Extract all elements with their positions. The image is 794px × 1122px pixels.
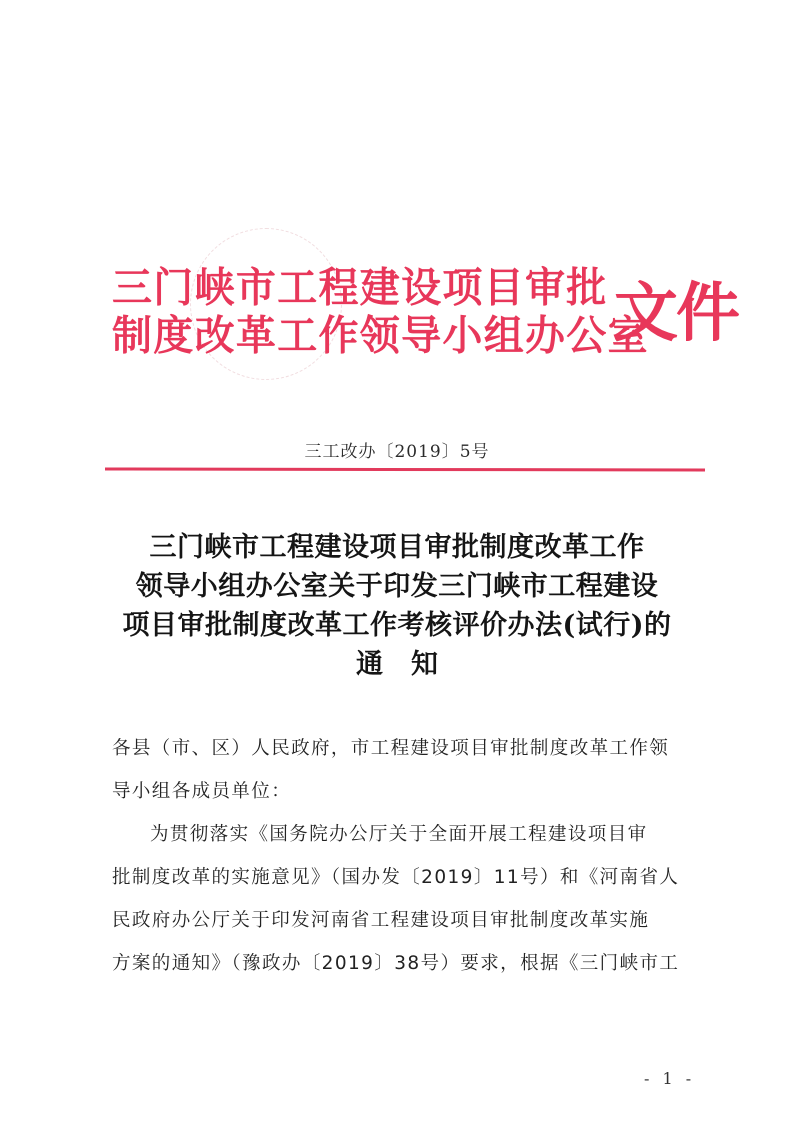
- body-text: [112, 727, 692, 985]
- body-line-paragraph-1: 为贯彻落实《国务院办公厅关于全面开展工程建设项目审: [150, 824, 648, 845]
- header-issuer: [112, 264, 649, 360]
- title-line-1: 三门峡市工程建设项目审批制度改革工作: [149, 532, 645, 563]
- header-line-1: 三门峡市工程建设项目审批: [112, 264, 608, 312]
- body-line-addressee-1: 各县（市、区）人民政府，市工程建设项目审批制度改革工作领: [112, 738, 670, 759]
- document-number: 三工改办〔2019〕5号: [304, 442, 490, 462]
- header-suffix-wenjian: 文件: [614, 277, 738, 351]
- body-line-addressee-2: 导小组各成员单位：: [112, 781, 292, 802]
- page-number: - 1 -: [644, 1069, 696, 1088]
- title-line-4: 通知: [356, 649, 466, 680]
- body-line-paragraph-2: 批制度改革的实施意见》（国办发〔2019〕11号）和《河南省人: [112, 867, 680, 888]
- red-header: [112, 264, 738, 364]
- red-separator-line: [105, 467, 705, 471]
- header-line-2: 制度改革工作领导小组办公室: [112, 312, 649, 360]
- title-line-2: 领导小组办公室关于印发三门峡市工程建设: [135, 571, 659, 602]
- document-title: [0, 528, 794, 684]
- body-line-paragraph-3: 民政府办公厅关于印发河南省工程建设项目审批制度改革实施: [112, 910, 650, 931]
- title-line-3: 项目审批制度改革工作考核评价办法(试行)的: [122, 610, 672, 641]
- body-line-paragraph-4: 方案的通知》（豫政办〔2019〕38号）要求，根据《三门峡市工: [112, 953, 680, 974]
